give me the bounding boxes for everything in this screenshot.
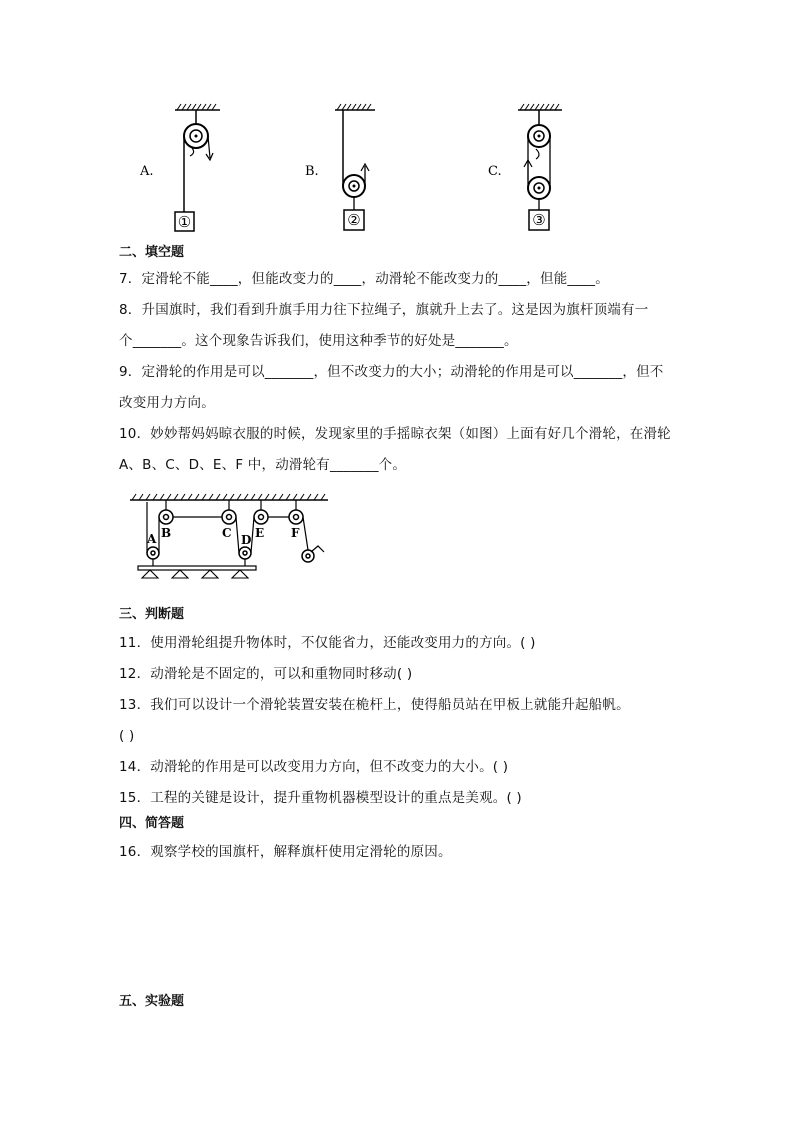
- section-true-false-title: 三、判断题: [119, 607, 185, 622]
- question-12: 12．动滑轮是不固定的，可以和重物同时移动( ): [119, 666, 413, 682]
- pulley-option-c: [488, 104, 562, 230]
- pulley-label-f: F: [291, 526, 300, 540]
- pulley-label-a: A: [147, 532, 157, 546]
- pulley-label-d: D: [241, 533, 252, 547]
- weight-3-label: ③: [532, 211, 546, 229]
- question-9-line-1: 9．定滑轮的作用是可以_______，但不改变力的大小；动滑轮的作用是可以_______，但不: [119, 364, 664, 380]
- option-a-label: A.: [140, 164, 154, 179]
- clothes-rack-figure: [128, 490, 338, 585]
- question-13-line-2: ( ): [119, 728, 135, 744]
- question-8-line-2: 个_______。这个现象告诉我们，使用这种季节的好处是_______。: [119, 333, 518, 349]
- question-10-line-2: A、B、C、D、E、F 中，动滑轮有_______个。: [119, 457, 407, 473]
- question-13-line-1: 13．我们可以设计一个滑轮装置安装在桅杆上，使得船员站在甲板上就能升起船帆。: [119, 697, 630, 713]
- question-14: 14．动滑轮的作用是可以改变用力方向，但不改变力的大小。( ): [119, 759, 509, 775]
- weight-1-label: ①: [177, 213, 192, 231]
- section-experiment-title: 五、实验题: [119, 994, 185, 1009]
- question-9-line-2: 改变用力方向。: [119, 395, 215, 411]
- option-c-label: C.: [488, 164, 502, 179]
- section-short-answer-title: 四、简答题: [119, 816, 185, 831]
- pulley-option-b: [305, 104, 375, 230]
- option-b-label: B.: [305, 164, 319, 179]
- question-7: 7．定滑轮不能____，但能改变力的____，动滑轮不能改变力的____，但能____。: [119, 271, 609, 287]
- pulley-options-figure: [130, 100, 570, 235]
- question-15: 15．工程的关键是设计，提升重物机器模型设计的重点是美观。( ): [119, 790, 522, 806]
- pulley-label-e: E: [255, 526, 265, 540]
- question-11: 11．使用滑轮组提升物体时，不仅能省力，还能改变用力的方向。( ): [119, 635, 536, 651]
- section-fill-blank-title: 二、填空题: [119, 245, 185, 260]
- question-8-line-1: 8．升国旗时，我们看到升旗手用力往下拉绳子，旗就升上去了。这是因为旗杆顶端有一: [119, 302, 649, 318]
- pulley-label-c: C: [222, 526, 232, 540]
- pulley-label-b: B: [161, 526, 172, 540]
- question-10-line-1: 10．妙妙帮妈妈晾衣服的时候，发现家里的手摇晾衣架（如图）上面有好几个滑轮，在滑轮: [119, 426, 671, 442]
- weight-2-label: ②: [347, 211, 361, 229]
- question-16: 16．观察学校的国旗杆，解释旗杆使用定滑轮的原因。: [119, 844, 452, 860]
- pulley-option-a: [139, 104, 220, 231]
